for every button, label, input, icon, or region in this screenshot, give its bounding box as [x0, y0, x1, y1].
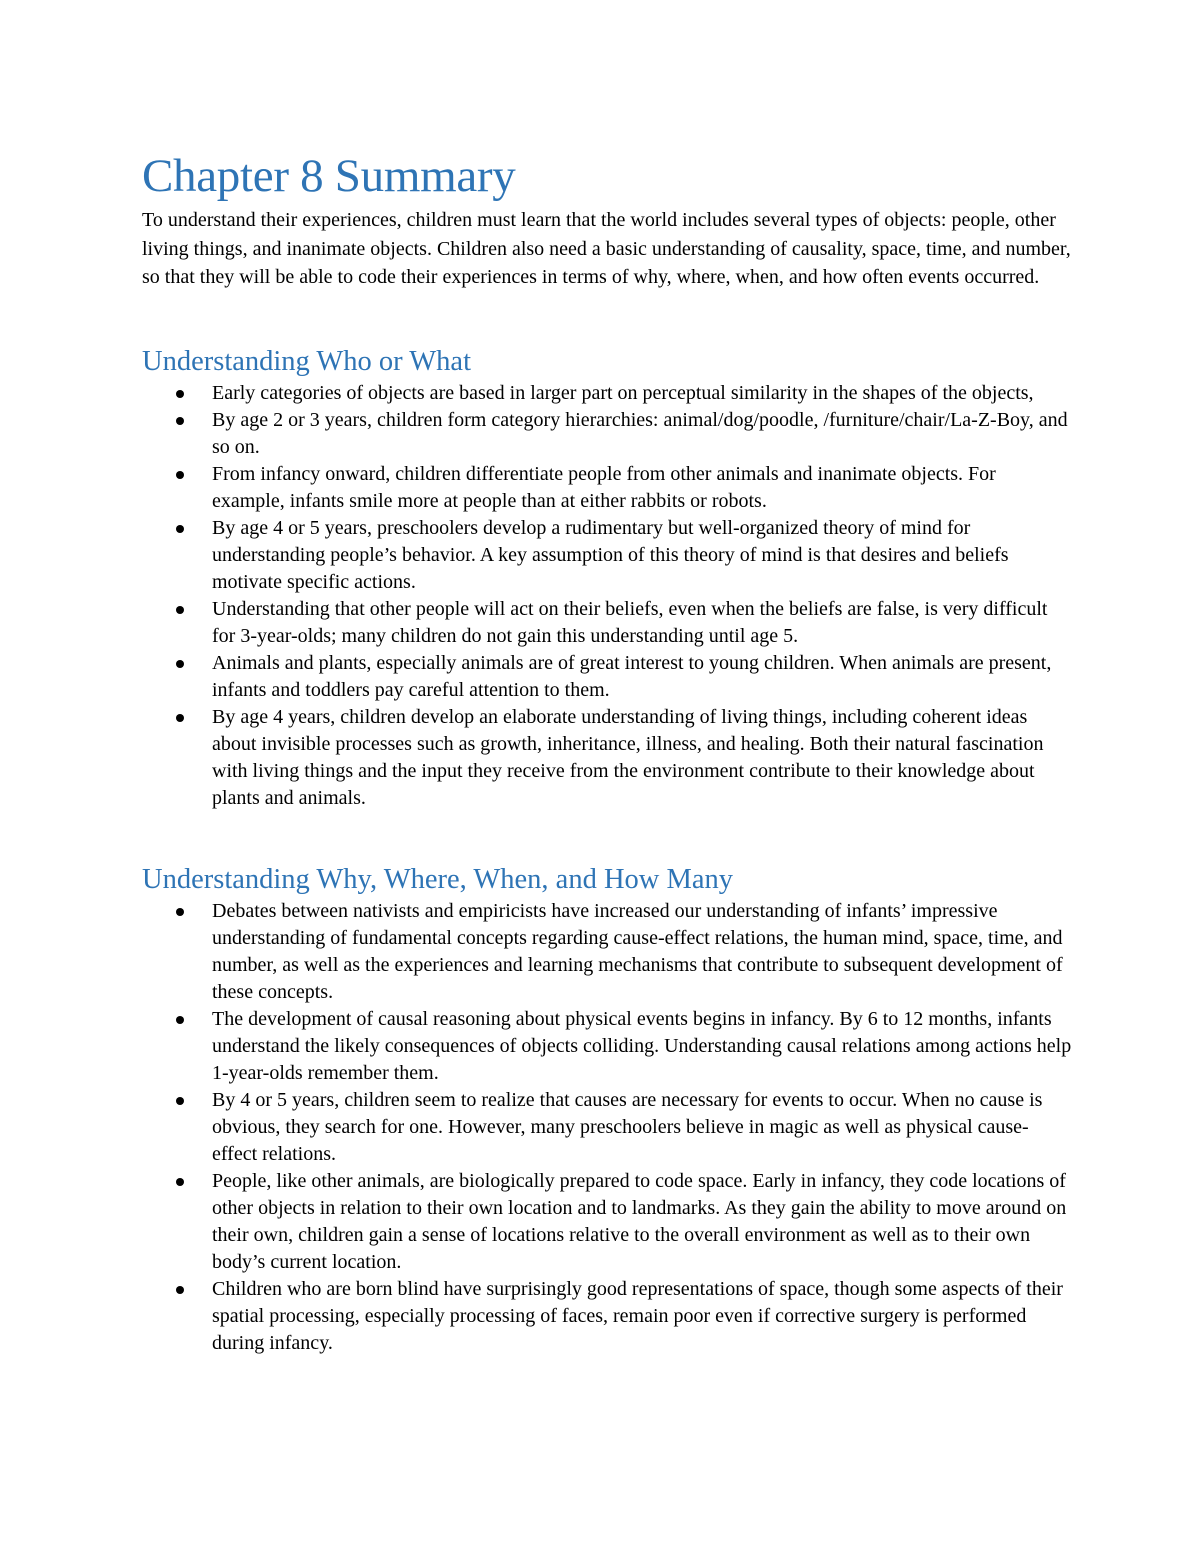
list-item — [142, 898, 1072, 1006]
section-heading-who-or-what: Understanding Who or What — [142, 345, 472, 377]
list-item — [142, 515, 1072, 596]
list-item-text: Animals and plants, especially animals are of great interest to young children. When animals are present, infants and toddlers pay careful attention to them. — [212, 651, 1052, 701]
bullet-icon — [176, 606, 184, 614]
bullet-icon — [176, 1178, 184, 1186]
bullet-icon — [176, 525, 184, 533]
list-item — [142, 380, 1072, 407]
document-page — [142, 148, 1072, 1357]
page-title: Chapter 8 Summary — [142, 150, 516, 202]
list-item — [142, 650, 1072, 704]
bullet-icon — [176, 390, 184, 398]
bullet-icon — [176, 660, 184, 668]
list-item — [142, 1168, 1072, 1276]
bullet-icon — [176, 417, 184, 425]
list-item — [142, 1276, 1072, 1357]
bullet-icon — [176, 1097, 184, 1105]
list-item — [142, 1006, 1072, 1087]
list-item-text: People, like other animals, are biologically prepared to code space. Early in infancy, they code locations of other objects in relation to their own location and to landmarks. As they gain the ability to move around on their own, children gain a sense of locations relative to the overall environment as well as to their own body’s current location. — [212, 1169, 1067, 1273]
bullet-list-why-where-when — [142, 898, 1072, 1357]
list-item-text: Understanding that other people will act on their beliefs, even when the beliefs are false, is very difficult for 3-year-olds; many children do not gain this understanding until age 5. — [212, 597, 1048, 647]
list-item-text: By age 4 or 5 years, preschoolers develop a rudimentary but well-organized theory of mind for understanding people’s behavior. A key assumption of this theory of mind is that desires and beliefs motivate specific actions. — [212, 516, 1009, 593]
bullet-icon — [176, 908, 184, 916]
list-item — [142, 1087, 1072, 1168]
list-item-text: By age 4 years, children develop an elaborate understanding of living things, including coherent ideas about invisible processes such as growth, inheritance, illness, and healing. Both their natural fascination with living things and the input they receive from the environment contribute to their knowledge about plants and animals. — [212, 705, 1044, 809]
list-item — [142, 704, 1072, 812]
list-item-text: Children who are born blind have surprisingly good representations of space, though some aspects of their spatial processing, especially processing of faces, remain poor even if corrective surgery is performed during infancy. — [212, 1277, 1063, 1354]
bullet-icon — [176, 1016, 184, 1024]
list-item — [142, 407, 1072, 461]
list-item-text: Debates between nativists and empiricists have increased our understanding of infants’ impressive understanding of fundamental concepts regarding cause-effect relations, the human mind, space, time, and number, as well as the experiences and learning mechanisms that contribute to subsequent development of these concepts. — [212, 899, 1063, 1003]
list-item-text: By age 2 or 3 years, children form category hierarchies: animal/dog/poodle, /furniture/chair/La-Z-Boy, and so on. — [212, 408, 1068, 458]
section-heading-why-where-when: Understanding Why, Where, When, and How Many — [142, 863, 733, 895]
bullet-list-who-or-what — [142, 380, 1072, 812]
bullet-icon — [176, 714, 184, 722]
bullet-icon — [176, 1286, 184, 1294]
list-item-text: The development of causal reasoning about physical events begins in infancy. By 6 to 12 months, infants understand the likely consequences of objects colliding. Understanding causal relations among actions help 1-year-olds remember them. — [212, 1007, 1072, 1084]
list-item-text: Early categories of objects are based in larger part on perceptual similarity in the shapes of the objects, — [212, 381, 1034, 404]
list-item-text: By 4 or 5 years, children seem to realize that causes are necessary for events to occur. When no cause is obvious, they search for one. However, many preschoolers believe in magic as well as physical cause-effect relations. — [212, 1088, 1043, 1165]
bullet-icon — [176, 471, 184, 479]
list-item — [142, 461, 1072, 515]
intro-paragraph: To understand their experiences, children must learn that the world includes several types of objects: people, other living things, and inanimate objects. Children also need a basic understanding of causality, space, time, and number, so that they will be able to code their experiences in terms of why, where, when, and how often events occurred. — [142, 209, 1071, 289]
list-item-text: From infancy onward, children differentiate people from other animals and inanimate objects. For example, infants smile more at people than at either rabbits or robots. — [212, 462, 996, 512]
list-item — [142, 596, 1072, 650]
